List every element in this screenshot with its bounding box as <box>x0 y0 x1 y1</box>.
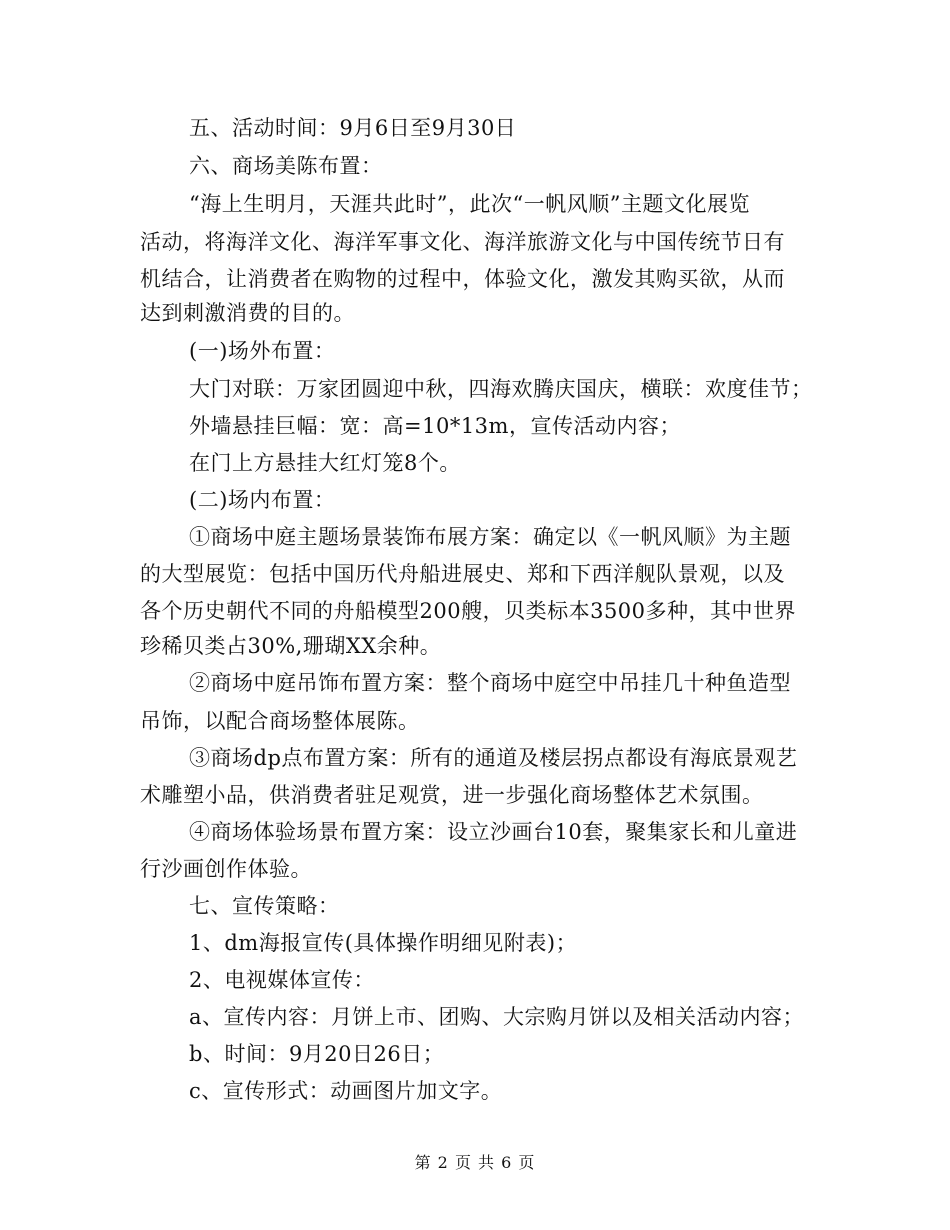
paragraph-line: ③商场dp点布置方案：所有的通道及楼层拐点都设有海底景观艺 <box>189 746 798 770</box>
paragraph-line: 的大型展览：包括中国历代舟船进展史、郑和下西洋舰队景观，以及 <box>140 562 785 586</box>
subsection-heading-outdoor: (一)场外布置： <box>189 339 336 363</box>
section-heading-activity-time: 五、活动时间：9月6日至9月30日 <box>189 116 517 140</box>
list-item: c、宣传形式：动画图片加文字。 <box>189 1079 503 1103</box>
paragraph-line: 行沙画创作体验。 <box>140 857 312 881</box>
paragraph-line: ①商场中庭主题场景装饰布展方案：确定以《一帆风顺》为主题 <box>189 525 791 549</box>
list-item: b、时间：9月20日26日； <box>189 1042 445 1066</box>
paragraph-line: 珍稀贝类占30%,珊瑚XX余种。 <box>140 634 442 658</box>
paragraph-line: ④商场体验场景布置方案：设立沙画台10套，聚集家长和儿童进 <box>189 820 798 844</box>
paragraph-line: 在门上方悬挂大红灯笼8个。 <box>189 451 461 475</box>
section-heading-promotion: 七、宣传策略： <box>189 894 340 918</box>
paragraph-line: 达到刺激消费的目的。 <box>140 301 355 325</box>
paragraph-line: 吊饰，以配合商场整体展陈。 <box>140 709 420 733</box>
paragraph-line: 机结合，让消费者在购物的过程中，体验文化，激发其购买欲，从而 <box>140 267 785 291</box>
paragraph-line: 大门对联：万家团圆迎中秋，四海欢腾庆国庆，横联：欢度佳节； <box>189 377 813 401</box>
paragraph-line: 活动，将海洋文化、海洋军事文化、海洋旅游文化与中国传统节日有 <box>140 230 785 254</box>
list-item: 1、dm海报宣传(具体操作明细见附表)； <box>189 931 578 955</box>
section-heading-mall-decoration: 六、商场美陈布置： <box>189 154 383 178</box>
paragraph-line: 各个历史朝代不同的舟船模型200艘，贝类标本3500多种，其中世界 <box>140 599 797 623</box>
paragraph-line: “海上生明月，天涯共此时”，此次“一帆风顺”主题文化展览 <box>189 192 750 216</box>
paragraph-line: 外墙悬挂巨幅：宽：高=10*13m，宣传活动内容； <box>189 414 681 438</box>
subsection-heading-indoor: (二)场内布置： <box>189 488 336 512</box>
paragraph-line: ②商场中庭吊饰布置方案：整个商场中庭空中吊挂几十种鱼造型 <box>189 671 791 695</box>
list-item: 2、电视媒体宣传： <box>189 968 375 992</box>
page-number-footer: 第 2 页 共 6 页 <box>414 1153 536 1172</box>
paragraph-line: 术雕塑小品，供消费者驻足观赏，进一步强化商场整体艺术氛围。 <box>140 783 764 807</box>
list-item: a、宣传内容：月饼上市、团购、大宗购月饼以及相关活动内容； <box>189 1005 805 1029</box>
